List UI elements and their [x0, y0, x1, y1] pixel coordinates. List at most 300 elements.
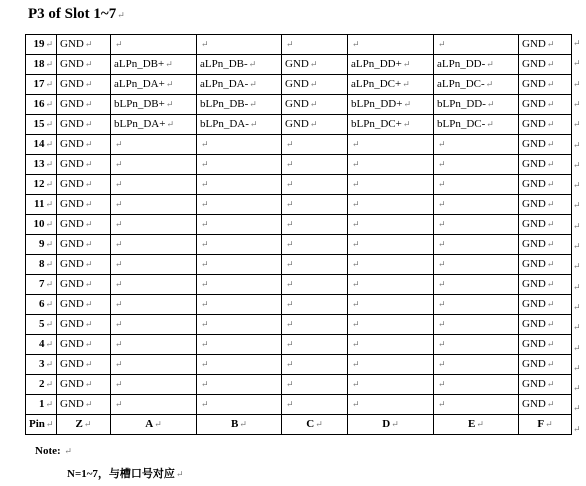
paragraph-mark-icon: ↵	[546, 399, 555, 409]
table-row	[26, 375, 572, 395]
paragraph-mark-icon: ↵	[249, 99, 257, 109]
z-cell	[57, 95, 111, 115]
paragraph-mark-icon: ↵	[45, 399, 53, 409]
b-cell	[197, 375, 282, 395]
header-e-cell	[434, 415, 519, 435]
paragraph-mark-icon: ↵	[486, 119, 494, 129]
cell-text: GND	[60, 238, 84, 250]
paragraph-mark-icon: ↵	[402, 59, 411, 69]
cell-text: GND	[285, 118, 309, 130]
paragraph-mark-icon: ↵	[546, 219, 555, 229]
row-end-mark-icon: ↵	[573, 423, 581, 434]
table-row	[26, 355, 572, 375]
cell-text: 11	[34, 198, 45, 210]
cell-text: B	[231, 418, 239, 430]
cell-text: aLPn_DC-	[437, 78, 485, 90]
b-cell	[197, 215, 282, 235]
paragraph-mark-icon: ↵	[84, 79, 93, 89]
paragraph-mark-icon: ↵	[546, 319, 555, 329]
paragraph-mark-icon: ↵	[84, 159, 93, 169]
pin-cell	[26, 255, 57, 275]
a-cell	[111, 255, 197, 275]
z-cell	[57, 395, 111, 415]
cell-text: GND	[522, 38, 546, 50]
paragraph-mark-icon: ↵	[84, 259, 93, 269]
paragraph-mark-icon: ↵	[352, 219, 360, 229]
paragraph-mark-icon: ↵	[249, 79, 257, 89]
table-row	[26, 115, 572, 135]
pin-cell	[26, 295, 57, 315]
paragraph-mark-icon: ↵	[248, 59, 257, 69]
cell-text: 12	[33, 178, 45, 190]
cell-text: GND	[522, 98, 546, 110]
f-cell	[519, 155, 572, 175]
cell-text: 8	[38, 258, 45, 270]
e-cell	[434, 75, 519, 95]
row-end-mark-icon: ↵	[573, 119, 581, 130]
paragraph-mark-icon: ↵	[546, 259, 555, 269]
paragraph-mark-icon: ↵	[286, 399, 294, 409]
header-z-cell	[57, 415, 111, 435]
f-cell	[519, 375, 572, 395]
e-cell	[434, 275, 519, 295]
d-cell	[348, 355, 434, 375]
cell-text: bLPn_DB+	[114, 98, 165, 110]
paragraph-mark-icon: ↵	[115, 399, 123, 409]
f-cell	[519, 175, 572, 195]
pin-cell	[26, 235, 57, 255]
cell-text: GND	[60, 98, 84, 110]
b-cell	[197, 155, 282, 175]
paragraph-mark-icon: ↵	[286, 339, 294, 349]
c-cell	[282, 115, 348, 135]
paragraph-mark-icon: ↵	[165, 79, 174, 89]
e-cell	[434, 175, 519, 195]
cell-text: bLPn_DD-	[437, 98, 486, 110]
paragraph-mark-icon: ↵	[84, 319, 93, 329]
paragraph-mark-icon: ↵	[84, 379, 93, 389]
b-cell	[197, 315, 282, 335]
paragraph-mark-icon: ↵	[115, 139, 123, 149]
paragraph-mark-icon: ↵	[546, 119, 555, 129]
b-cell	[197, 55, 282, 75]
d-cell	[348, 375, 434, 395]
paragraph-mark-icon: ↵	[352, 39, 360, 49]
paragraph-mark-icon: ↵	[438, 219, 446, 229]
paragraph-mark-icon: ↵	[438, 139, 446, 149]
table-row	[26, 255, 572, 275]
row-end-mark-icon: ↵	[573, 159, 581, 170]
paragraph-mark-icon: ↵	[546, 159, 555, 169]
paragraph-mark-icon: ↵	[286, 159, 294, 169]
paragraph-mark-icon: ↵	[201, 159, 209, 169]
cell-text: GND	[60, 78, 84, 90]
paragraph-mark-icon: ↵	[438, 159, 446, 169]
paragraph-mark-icon: ↵	[391, 419, 399, 429]
cell-text: bLPn_DC+	[351, 118, 402, 130]
paragraph-mark-icon: ↵	[115, 219, 123, 229]
z-cell	[57, 215, 111, 235]
e-cell	[434, 95, 519, 115]
cell-text: GND	[522, 58, 546, 70]
paragraph-mark-icon: ↵	[438, 179, 446, 189]
paragraph-mark-icon: ↵	[115, 39, 123, 49]
pin-cell	[26, 35, 57, 55]
note-text	[67, 465, 183, 481]
paragraph-mark-icon: ↵	[45, 59, 53, 69]
paragraph-mark-icon: ↵	[201, 139, 209, 149]
cell-text: 1	[38, 398, 45, 410]
paragraph-mark-icon: ↵	[286, 219, 294, 229]
row-end-mark-icon: ↵	[573, 342, 581, 353]
paragraph-mark-icon: ↵	[84, 219, 93, 229]
d-cell	[348, 315, 434, 335]
f-cell	[519, 195, 572, 215]
c-cell	[282, 215, 348, 235]
a-cell	[111, 135, 197, 155]
paragraph-mark-icon: ↵	[201, 239, 209, 249]
d-cell	[348, 155, 434, 175]
paragraph-mark-icon: ↵	[352, 139, 360, 149]
cell-text: GND	[522, 158, 546, 170]
paragraph-mark-icon: ↵	[45, 379, 53, 389]
a-cell	[111, 115, 197, 135]
z-cell	[57, 375, 111, 395]
table-row	[26, 275, 572, 295]
cell-text: GND	[522, 358, 546, 370]
note-label-text: Note:	[35, 445, 61, 457]
cell-text: 13	[33, 158, 45, 170]
paragraph-mark-icon: ↵	[352, 179, 360, 189]
cell-text: 17	[33, 78, 45, 90]
f-cell	[519, 115, 572, 135]
cell-text: GND	[60, 378, 84, 390]
cell-text: GND	[60, 318, 84, 330]
cell-text: GND	[60, 178, 84, 190]
header-a-cell	[111, 415, 197, 435]
c-cell	[282, 335, 348, 355]
e-cell	[434, 135, 519, 155]
paragraph-mark-icon: ↵	[402, 119, 411, 129]
cell-text: aLPn_DC+	[351, 78, 402, 90]
paragraph-mark-icon: ↵	[84, 99, 93, 109]
a-cell	[111, 315, 197, 335]
paragraph-mark-icon: ↵	[45, 199, 53, 209]
paragraph-mark-icon: ↵	[115, 339, 123, 349]
cell-text: GND	[60, 118, 84, 130]
paragraph-mark-icon: ↵	[45, 179, 53, 189]
note-body: N=1~7，与槽口号对应	[67, 468, 175, 480]
note-label	[35, 445, 72, 457]
page-title	[28, 6, 125, 23]
paragraph-mark-icon: ↵	[546, 139, 555, 149]
paragraph-mark-icon: ↵	[165, 99, 174, 109]
d-cell	[348, 295, 434, 315]
paragraph-mark-icon: ↵	[546, 299, 555, 309]
paragraph-mark-icon: ↵	[115, 279, 123, 289]
row-end-mark-icon: ↵	[573, 220, 581, 231]
c-cell	[282, 35, 348, 55]
paragraph-mark-icon: ↵	[45, 319, 53, 329]
paragraph-mark-icon: ↵	[438, 39, 446, 49]
paragraph-mark-icon: ↵	[352, 299, 360, 309]
d-cell	[348, 55, 434, 75]
c-cell	[282, 375, 348, 395]
cell-text: GND	[60, 298, 84, 310]
paragraph-mark-icon: ↵	[438, 259, 446, 269]
a-cell	[111, 355, 197, 375]
paragraph-mark-icon: ↵	[45, 259, 53, 269]
paragraph-mark-icon: ↵	[201, 299, 209, 309]
paragraph-mark-icon: ↵	[546, 239, 555, 249]
table-row	[26, 75, 572, 95]
d-cell	[348, 215, 434, 235]
b-cell	[197, 95, 282, 115]
pin-cell	[26, 375, 57, 395]
paragraph-mark-icon: ↵	[352, 399, 360, 409]
cell-text: aLPn_DB+	[114, 58, 165, 70]
row-end-mark-icon: ↵	[573, 58, 581, 69]
paragraph-mark-icon: ↵	[352, 379, 360, 389]
pin-cell	[26, 55, 57, 75]
table-row	[26, 155, 572, 175]
e-cell	[434, 355, 519, 375]
z-cell	[57, 315, 111, 335]
pin-table-container	[25, 34, 572, 435]
cell-text: GND	[60, 338, 84, 350]
d-cell	[348, 235, 434, 255]
paragraph-mark-icon: ↵	[84, 179, 93, 189]
paragraph-mark-icon: ↵	[546, 339, 555, 349]
row-end-mark-icon: ↵	[573, 78, 581, 89]
a-cell	[111, 215, 197, 235]
pin-cell	[26, 315, 57, 335]
e-cell	[434, 195, 519, 215]
paragraph-mark-icon: ↵	[286, 199, 294, 209]
e-cell	[434, 375, 519, 395]
e-cell	[434, 295, 519, 315]
paragraph-mark-icon: ↵	[486, 59, 494, 69]
cell-text: 7	[38, 278, 45, 290]
paragraph-mark-icon: ↵	[117, 10, 125, 20]
paragraph-mark-icon: ↵	[315, 419, 323, 429]
cell-text: 4	[38, 338, 45, 350]
paragraph-mark-icon: ↵	[45, 119, 53, 129]
a-cell	[111, 295, 197, 315]
header-b-cell	[197, 415, 282, 435]
cell-text: A	[145, 418, 154, 430]
header-c-cell	[282, 415, 348, 435]
f-cell	[519, 95, 572, 115]
d-cell	[348, 75, 434, 95]
cell-text: GND	[285, 78, 309, 90]
paragraph-mark-icon: ↵	[201, 39, 209, 49]
b-cell	[197, 175, 282, 195]
paragraph-mark-icon: ↵	[45, 299, 53, 309]
cell-text: GND	[522, 198, 546, 210]
paragraph-mark-icon: ↵	[438, 319, 446, 329]
cell-text: bLPn_DB-	[200, 98, 249, 110]
paragraph-mark-icon: ↵	[438, 279, 446, 289]
table-row	[26, 315, 572, 335]
c-cell	[282, 395, 348, 415]
z-cell	[57, 55, 111, 75]
paragraph-mark-icon: ↵	[201, 199, 209, 209]
cell-text: GND	[522, 378, 546, 390]
z-cell	[57, 35, 111, 55]
cell-text: 15	[33, 118, 45, 130]
cell-text: GND	[285, 58, 309, 70]
paragraph-mark-icon: ↵	[45, 339, 53, 349]
paragraph-mark-icon: ↵	[286, 139, 294, 149]
table-row	[26, 295, 572, 315]
cell-text: 5	[38, 318, 45, 330]
f-cell	[519, 75, 572, 95]
header-pin-cell	[26, 415, 57, 435]
c-cell	[282, 175, 348, 195]
row-end-mark-icon: ↵	[573, 98, 581, 109]
paragraph-mark-icon: ↵	[438, 399, 446, 409]
paragraph-mark-icon: ↵	[546, 39, 555, 49]
row-end-mark-icon: ↵	[573, 180, 581, 191]
e-cell	[434, 115, 519, 135]
d-cell	[348, 335, 434, 355]
paragraph-mark-icon: ↵	[83, 419, 92, 429]
paragraph-mark-icon: ↵	[286, 319, 294, 329]
d-cell	[348, 135, 434, 155]
cell-text: GND	[522, 238, 546, 250]
table-header-row	[26, 415, 572, 435]
paragraph-mark-icon: ↵	[438, 239, 446, 249]
paragraph-mark-icon: ↵	[546, 359, 555, 369]
paragraph-mark-icon: ↵	[438, 199, 446, 209]
cell-text: bLPn_DC-	[437, 118, 486, 130]
cell-text: GND	[522, 318, 546, 330]
a-cell	[111, 75, 197, 95]
paragraph-mark-icon: ↵	[115, 259, 123, 269]
cell-text: GND	[60, 138, 84, 150]
cell-text: GND	[60, 218, 84, 230]
paragraph-mark-icon: ↵	[402, 79, 410, 89]
cell-text: Z	[75, 418, 83, 430]
paragraph-mark-icon: ↵	[175, 469, 184, 479]
a-cell	[111, 235, 197, 255]
e-cell	[434, 55, 519, 75]
cell-text: bLPn_DD+	[351, 98, 403, 110]
a-cell	[111, 55, 197, 75]
paragraph-mark-icon: ↵	[239, 419, 247, 429]
paragraph-mark-icon: ↵	[309, 59, 318, 69]
cell-text: 3	[38, 358, 45, 370]
header-d-cell	[348, 415, 434, 435]
cell-text: GND	[522, 178, 546, 190]
paragraph-mark-icon: ↵	[45, 79, 53, 89]
z-cell	[57, 235, 111, 255]
cell-text: D	[382, 418, 391, 430]
row-end-mark-icon: ↵	[573, 139, 581, 150]
table-row	[26, 135, 572, 155]
d-cell	[348, 395, 434, 415]
paragraph-mark-icon: ↵	[115, 199, 123, 209]
paragraph-mark-icon: ↵	[45, 159, 53, 169]
paragraph-mark-icon: ↵	[352, 199, 360, 209]
pin-cell	[26, 75, 57, 95]
paragraph-mark-icon: ↵	[286, 179, 294, 189]
paragraph-mark-icon: ↵	[84, 359, 93, 369]
paragraph-mark-icon: ↵	[84, 399, 93, 409]
a-cell	[111, 375, 197, 395]
a-cell	[111, 395, 197, 415]
cell-text: GND	[522, 78, 546, 90]
b-cell	[197, 335, 282, 355]
f-cell	[519, 35, 572, 55]
b-cell	[197, 395, 282, 415]
e-cell	[434, 35, 519, 55]
paragraph-mark-icon: ↵	[545, 419, 553, 429]
f-cell	[519, 255, 572, 275]
paragraph-mark-icon: ↵	[352, 279, 360, 289]
cell-text: GND	[60, 38, 84, 50]
a-cell	[111, 35, 197, 55]
paragraph-mark-icon: ↵	[201, 399, 209, 409]
paragraph-mark-icon: ↵	[115, 319, 123, 329]
paragraph-mark-icon: ↵	[352, 159, 360, 169]
paragraph-mark-icon: ↵	[352, 359, 360, 369]
paragraph-mark-icon: ↵	[45, 359, 53, 369]
cell-text: GND	[60, 358, 84, 370]
paragraph-mark-icon: ↵	[201, 279, 209, 289]
paragraph-mark-icon: ↵	[438, 299, 446, 309]
paragraph-mark-icon: ↵	[546, 379, 555, 389]
cell-text: GND	[60, 398, 84, 410]
b-cell	[197, 275, 282, 295]
b-cell	[197, 75, 282, 95]
c-cell	[282, 155, 348, 175]
cell-text: GND	[522, 278, 546, 290]
row-end-mark-icon: ↵	[573, 301, 581, 312]
cell-text: GND	[522, 398, 546, 410]
f-cell	[519, 295, 572, 315]
b-cell	[197, 355, 282, 375]
cell-text: aLPn_DA-	[200, 78, 249, 90]
pin-cell	[26, 335, 57, 355]
cell-text: 16	[33, 98, 45, 110]
f-cell	[519, 355, 572, 375]
paragraph-mark-icon: ↵	[115, 179, 123, 189]
cell-text: 10	[33, 218, 45, 230]
a-cell	[111, 155, 197, 175]
f-cell	[519, 55, 572, 75]
c-cell	[282, 275, 348, 295]
paragraph-mark-icon: ↵	[45, 219, 53, 229]
b-cell	[197, 195, 282, 215]
c-cell	[282, 55, 348, 75]
d-cell	[348, 115, 434, 135]
paragraph-mark-icon: ↵	[84, 299, 93, 309]
pin-cell	[26, 195, 57, 215]
z-cell	[57, 295, 111, 315]
paragraph-mark-icon: ↵	[546, 179, 555, 189]
z-cell	[57, 355, 111, 375]
f-cell	[519, 215, 572, 235]
paragraph-mark-icon: ↵	[286, 239, 294, 249]
paragraph-mark-icon: ↵	[45, 419, 54, 429]
cell-text: GND	[60, 278, 84, 290]
cell-text: C	[306, 418, 315, 430]
f-cell	[519, 335, 572, 355]
z-cell	[57, 195, 111, 215]
cell-text: 2	[38, 378, 45, 390]
